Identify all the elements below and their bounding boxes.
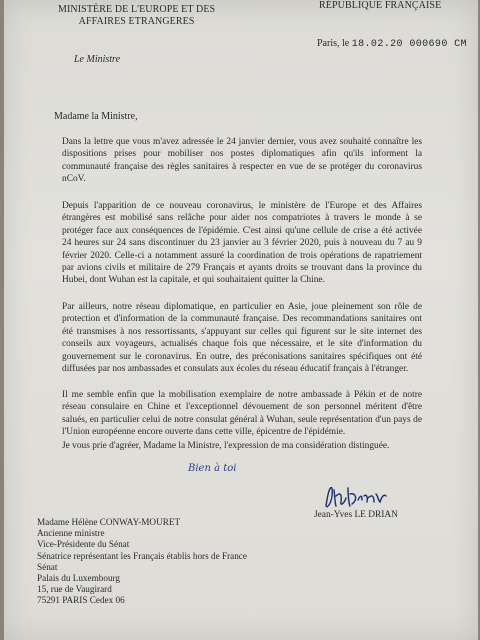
- signature-image: [322, 482, 394, 510]
- place-date-line: [317, 38, 467, 50]
- place-label: Paris, le: [317, 38, 350, 49]
- signer-name: Jean-Yves LE DRIAN: [314, 510, 398, 520]
- recipient-line: Vice-Présidente du Sénat: [37, 539, 130, 550]
- salutation: Madame la Ministre,: [54, 111, 138, 122]
- paragraph-closing: Je vous prie d'agréer, Madame la Ministre, l'expression de ma considération distinguée.: [62, 441, 390, 451]
- paragraph-diplomatic-network: Par ailleurs, notre réseau diplomatique, en particulier en Asie, joue pleinement son rôle de protection et d'information de la communauté française. Des recommandations sanitaires ont été transmises à nos ressortissants, s'appuyant sur celles qui figurent sur le site internet des conseils aux voyageurs, actualisés chaque fois que nécessaire, et le site d'information du gouvernement sur le coronavirus. En outre, des préconisations sanitaires spécifiques ont été diffusées par nos ambassades et consulats aux écoles du réseau éducatif français à l'étranger.: [62, 302, 422, 375]
- ministry-name-line2: AFFAIRES ETRANGERES: [78, 16, 195, 27]
- paragraph-intro: Dans la lettre que vous m'avez adressée le 24 janvier dernier, vous avez souhaité connaître les dispositions prises pour mobiliser nos postes diplomatiques afin qu'ils informent la communauté française des règles sanitaires à respecter en vue de se protéger du coronavirus nCoV.: [62, 137, 422, 185]
- recipient-line: Sénat: [37, 561, 58, 572]
- ministry-letterhead: [58, 4, 215, 28]
- republic-heading: RÉPUBLIQUE FRANÇAISE: [319, 0, 442, 11]
- paragraph-acknowledgement: Il me semble enfin que la mobilisation exemplaire de notre ambassade à Pékin et de notre réseau consulaire en Chine et l'exceptionnel dévouement de son personnel méritent d'être salués, en particulier celui de notre consulat général à Wuhan, seule représentation d'un pays de l'Union européenne encore ouverte dans cette ville, épicentre de l'épidémie.: [62, 390, 422, 438]
- paragraph-crisis-cell: Depuis l'apparition de ce nouveau coronavirus, le ministère de l'Europe et des Affaires étrangères est mobilisé sans relâche pour aider nos compatriotes à travers le monde à se protéger face aux conséquences de l'épidémie. C'est ainsi qu'une cellule de crise a été activée 24 heures sur 24 sans discontinuer du 23 janvier au 3 février 2020, puis à nouveau du 7 au 9 février 2020. Celle-ci a notamment assuré la coordination de trois opérations de rapatriement par avions civils et militaire de 279 Français et ayants droits se trouvant dans la province du Hubei, dont Wuhan est la capitale, et qui souhaitaient quitter la Chine.: [62, 201, 422, 286]
- date-stamp: 18.02.20 000690 CM: [351, 39, 467, 50]
- minister-title: Le Ministre: [74, 54, 121, 65]
- recipient-line: Madame Hélène CONWAY-MOURET: [37, 517, 181, 527]
- recipient-address: [37, 517, 247, 607]
- recipient-line: 75291 PARIS Cedex 06: [37, 595, 125, 606]
- recipient-line: Sénatrice représentant les Français établis hors de France: [37, 550, 247, 561]
- handwritten-note: Bien à toi: [188, 463, 237, 474]
- recipient-line: Ancienne ministre: [37, 528, 105, 539]
- recipient-line: Palais du Luxembourg: [37, 572, 121, 583]
- ministry-name-line1: MINISTÈRE DE L'EUROPE ET DES: [58, 4, 216, 15]
- recipient-line: 15, rue de Vaugirard: [37, 584, 112, 595]
- letter-page: [4, 0, 478, 640]
